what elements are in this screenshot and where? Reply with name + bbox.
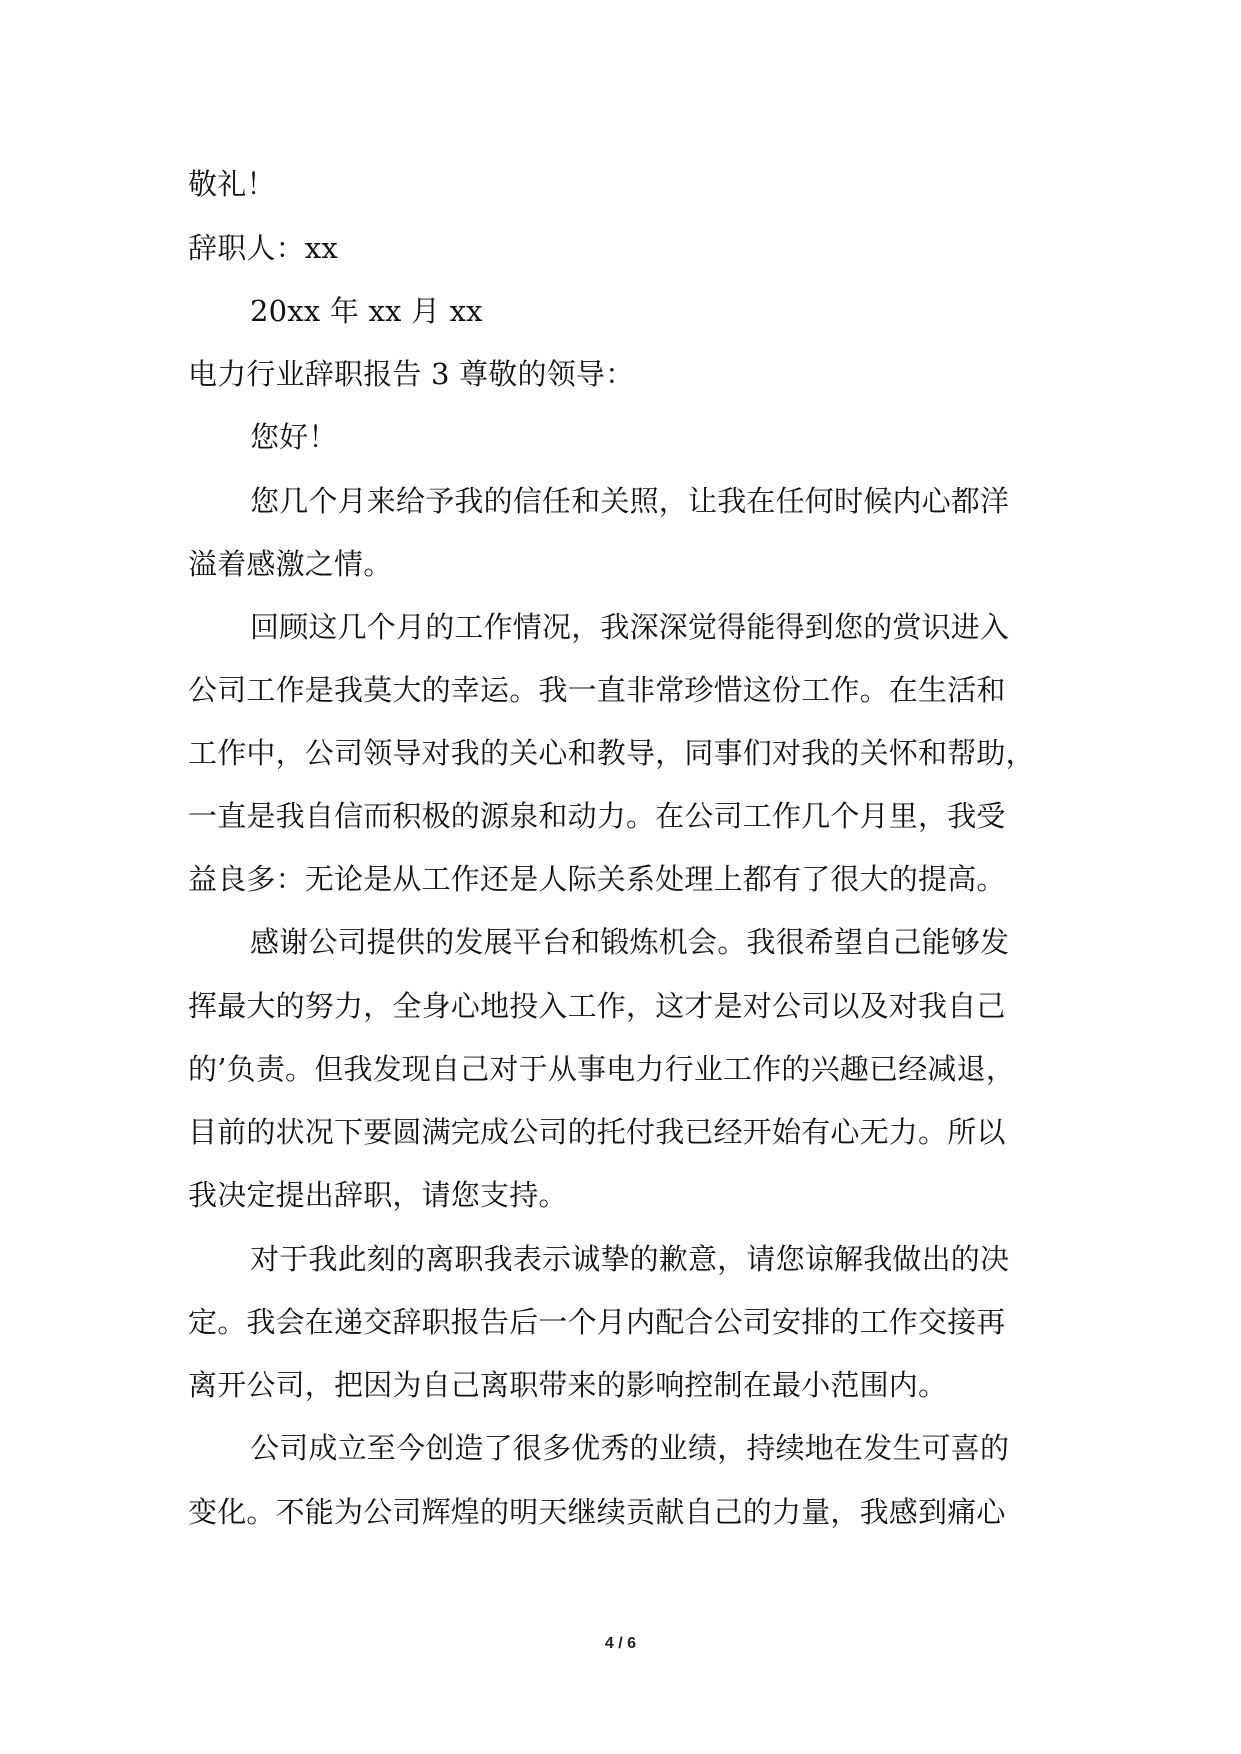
body-line: 目前的状况下要圆满完成公司的托付我已经开始有心无力。所以 bbox=[188, 1115, 1006, 1149]
body-line: 溢着感激之情。 bbox=[188, 547, 393, 581]
closing-salutation: 敬礼！ bbox=[188, 167, 276, 201]
body-line: 公司成立至今创造了很多优秀的业绩，持续地在发生可喜的 bbox=[250, 1431, 1010, 1465]
body-line: 您几个月来给予我的信任和关照，让我在任何时候内心都洋 bbox=[250, 484, 1010, 518]
body-line: 益良多：无论是从工作还是人际关系处理上都有了很大的提高。 bbox=[188, 862, 1006, 896]
body-line: 挥最大的努力，全身心地投入工作，这才是对公司以及对我自己 bbox=[188, 989, 1006, 1023]
page-number: 4 / 6 bbox=[604, 1635, 637, 1652]
body-line: 定。我会在递交辞职报告后一个月内配合公司安排的工作交接再 bbox=[188, 1305, 1006, 1339]
body-line: 公司工作是我莫大的幸运。我一直非常珍惜这份工作。在生活和 bbox=[188, 673, 1006, 707]
body-line: 感谢公司提供的发展平台和锻炼机会。我很希望自己能够发 bbox=[250, 925, 1010, 959]
signer-line: 辞职人：xx bbox=[188, 231, 338, 265]
body-line: 的’负责。但我发现自己对于从事电力行业工作的兴趣已经减退， bbox=[188, 1052, 1016, 1086]
section-heading: 电力行业辞职报告 3 尊敬的领导： bbox=[188, 357, 635, 391]
body-line: 工作中，公司领导对我的关心和教导，同事们对我的关怀和帮助， bbox=[188, 736, 1035, 770]
body-line: 离开公司，把因为自己离职带来的影响控制在最小范围内。 bbox=[188, 1368, 948, 1402]
body-line: 一直是我自信而积极的源泉和动力。在公司工作几个月里，我受 bbox=[188, 799, 1006, 833]
body-line: 回顾这几个月的工作情况，我深深觉得能得到您的赏识进入 bbox=[250, 610, 1010, 644]
greeting-line: 您好！ bbox=[250, 420, 338, 454]
body-line: 我决定提出辞职，请您支持。 bbox=[188, 1178, 568, 1212]
body-line: 变化。不能为公司辉煌的明天继续贡献自己的力量，我感到痛心 bbox=[188, 1495, 1006, 1529]
date-line: 20xx 年 xx 月 xx bbox=[250, 294, 483, 328]
body-line: 对于我此刻的离职我表示诚挚的歉意，请您谅解我做出的决 bbox=[250, 1242, 1010, 1276]
